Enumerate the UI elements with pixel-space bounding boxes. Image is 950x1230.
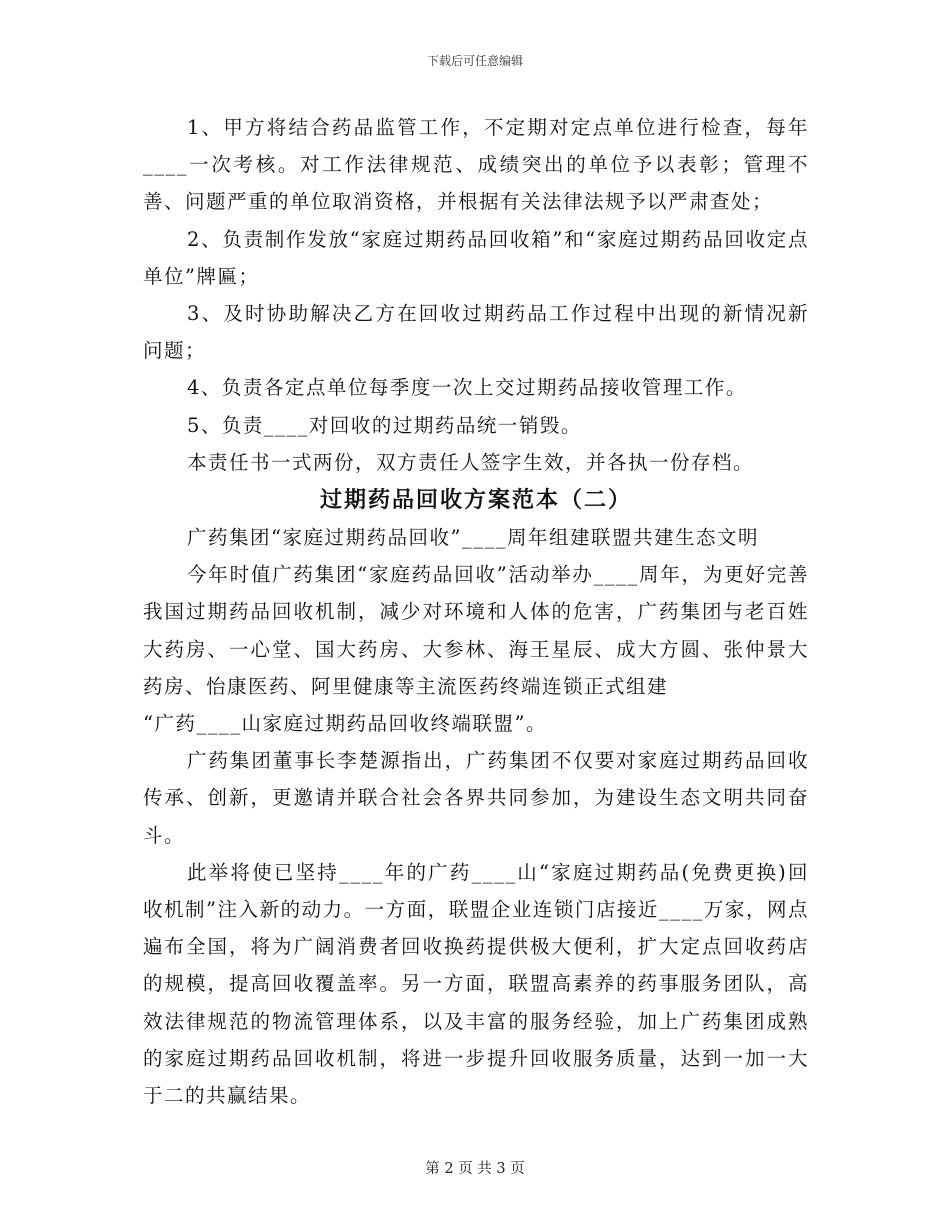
paragraph-item-5: 5、负责____对回收的过期药品统一销毁。 bbox=[187, 413, 582, 437]
paragraph-item-2: 2、负责制作发放“家庭过期药品回收箱”和“家庭过期药品回收定点单位”牌匾； bbox=[143, 227, 809, 288]
article-paragraph: 广药集团董事长李楚源指出，广药集团不仅要对家庭过期药品回收传承、创新，更邀请并联合社会各界共同参加，为建设生态文明共同奋斗。 bbox=[143, 749, 809, 847]
article-headline: 广药集团“家庭过期药品回收”____周年组建联盟共建生态文明 bbox=[187, 526, 759, 550]
page-header: 下载后可任意编辑 bbox=[426, 54, 523, 68]
paragraph-closing: 本责任书一式两份，双方责任人签字生效，并各执一份存档。 bbox=[187, 450, 755, 474]
paragraph-item-4: 4、负责各定点单位每季度一次上交过期药品接收管理工作。 bbox=[187, 376, 747, 400]
article-paragraph: 此举将使已坚持____年的广药____山“家庭过期药品(免费更换)回收机制”注入新的动力。一方面，联盟企业连锁门店接近____万家，网点遍布全国，将为广阔消费者回收换药提供极大便利，扩大定点回收药店的规模，提高回收覆盖率。另一方面，联盟高素养的药事服务团队，高效法律规范的物流管理体系，以及丰富的服务经验，加上广药集团成熟的家庭过期药品回收机制，将进一步提升回收服务质量，达到一加一大于二的共赢结果。 bbox=[143, 860, 809, 1108]
section-title: 过期药品回收方案范本（二） bbox=[319, 487, 632, 514]
document-body bbox=[143, 109, 809, 1114]
page-footer: 第 2 页 共 3 页 bbox=[425, 1161, 525, 1177]
paragraph-item-1: 1、甲方将结合药品监管工作，不定期对定点单位进行检查，每年____一次考核。对工作法律规范、成绩突出的单位予以表彰；管理不善、问题严重的单位取消资格，并根据有关法律法规予以严肃查处； bbox=[143, 116, 809, 214]
paragraph-item-3: 3、及时协助解决乙方在回收过期药品工作过程中出现的新情况新问题； bbox=[143, 302, 809, 363]
article-paragraph: 今年时值广药集团“家庭药品回收”活动举办____周年，为更好完善我国过期药品回收机制，减少对环境和人体的危害，广药集团与老百姓大药房、一心堂、国大药房、大参林、海王星辰、成大方圆、张仲景大药房、怡康医药、阿里健康等主流医药终端连锁正式组建 “广药____山家庭过期药品回收终端联盟”。 bbox=[143, 563, 809, 736]
